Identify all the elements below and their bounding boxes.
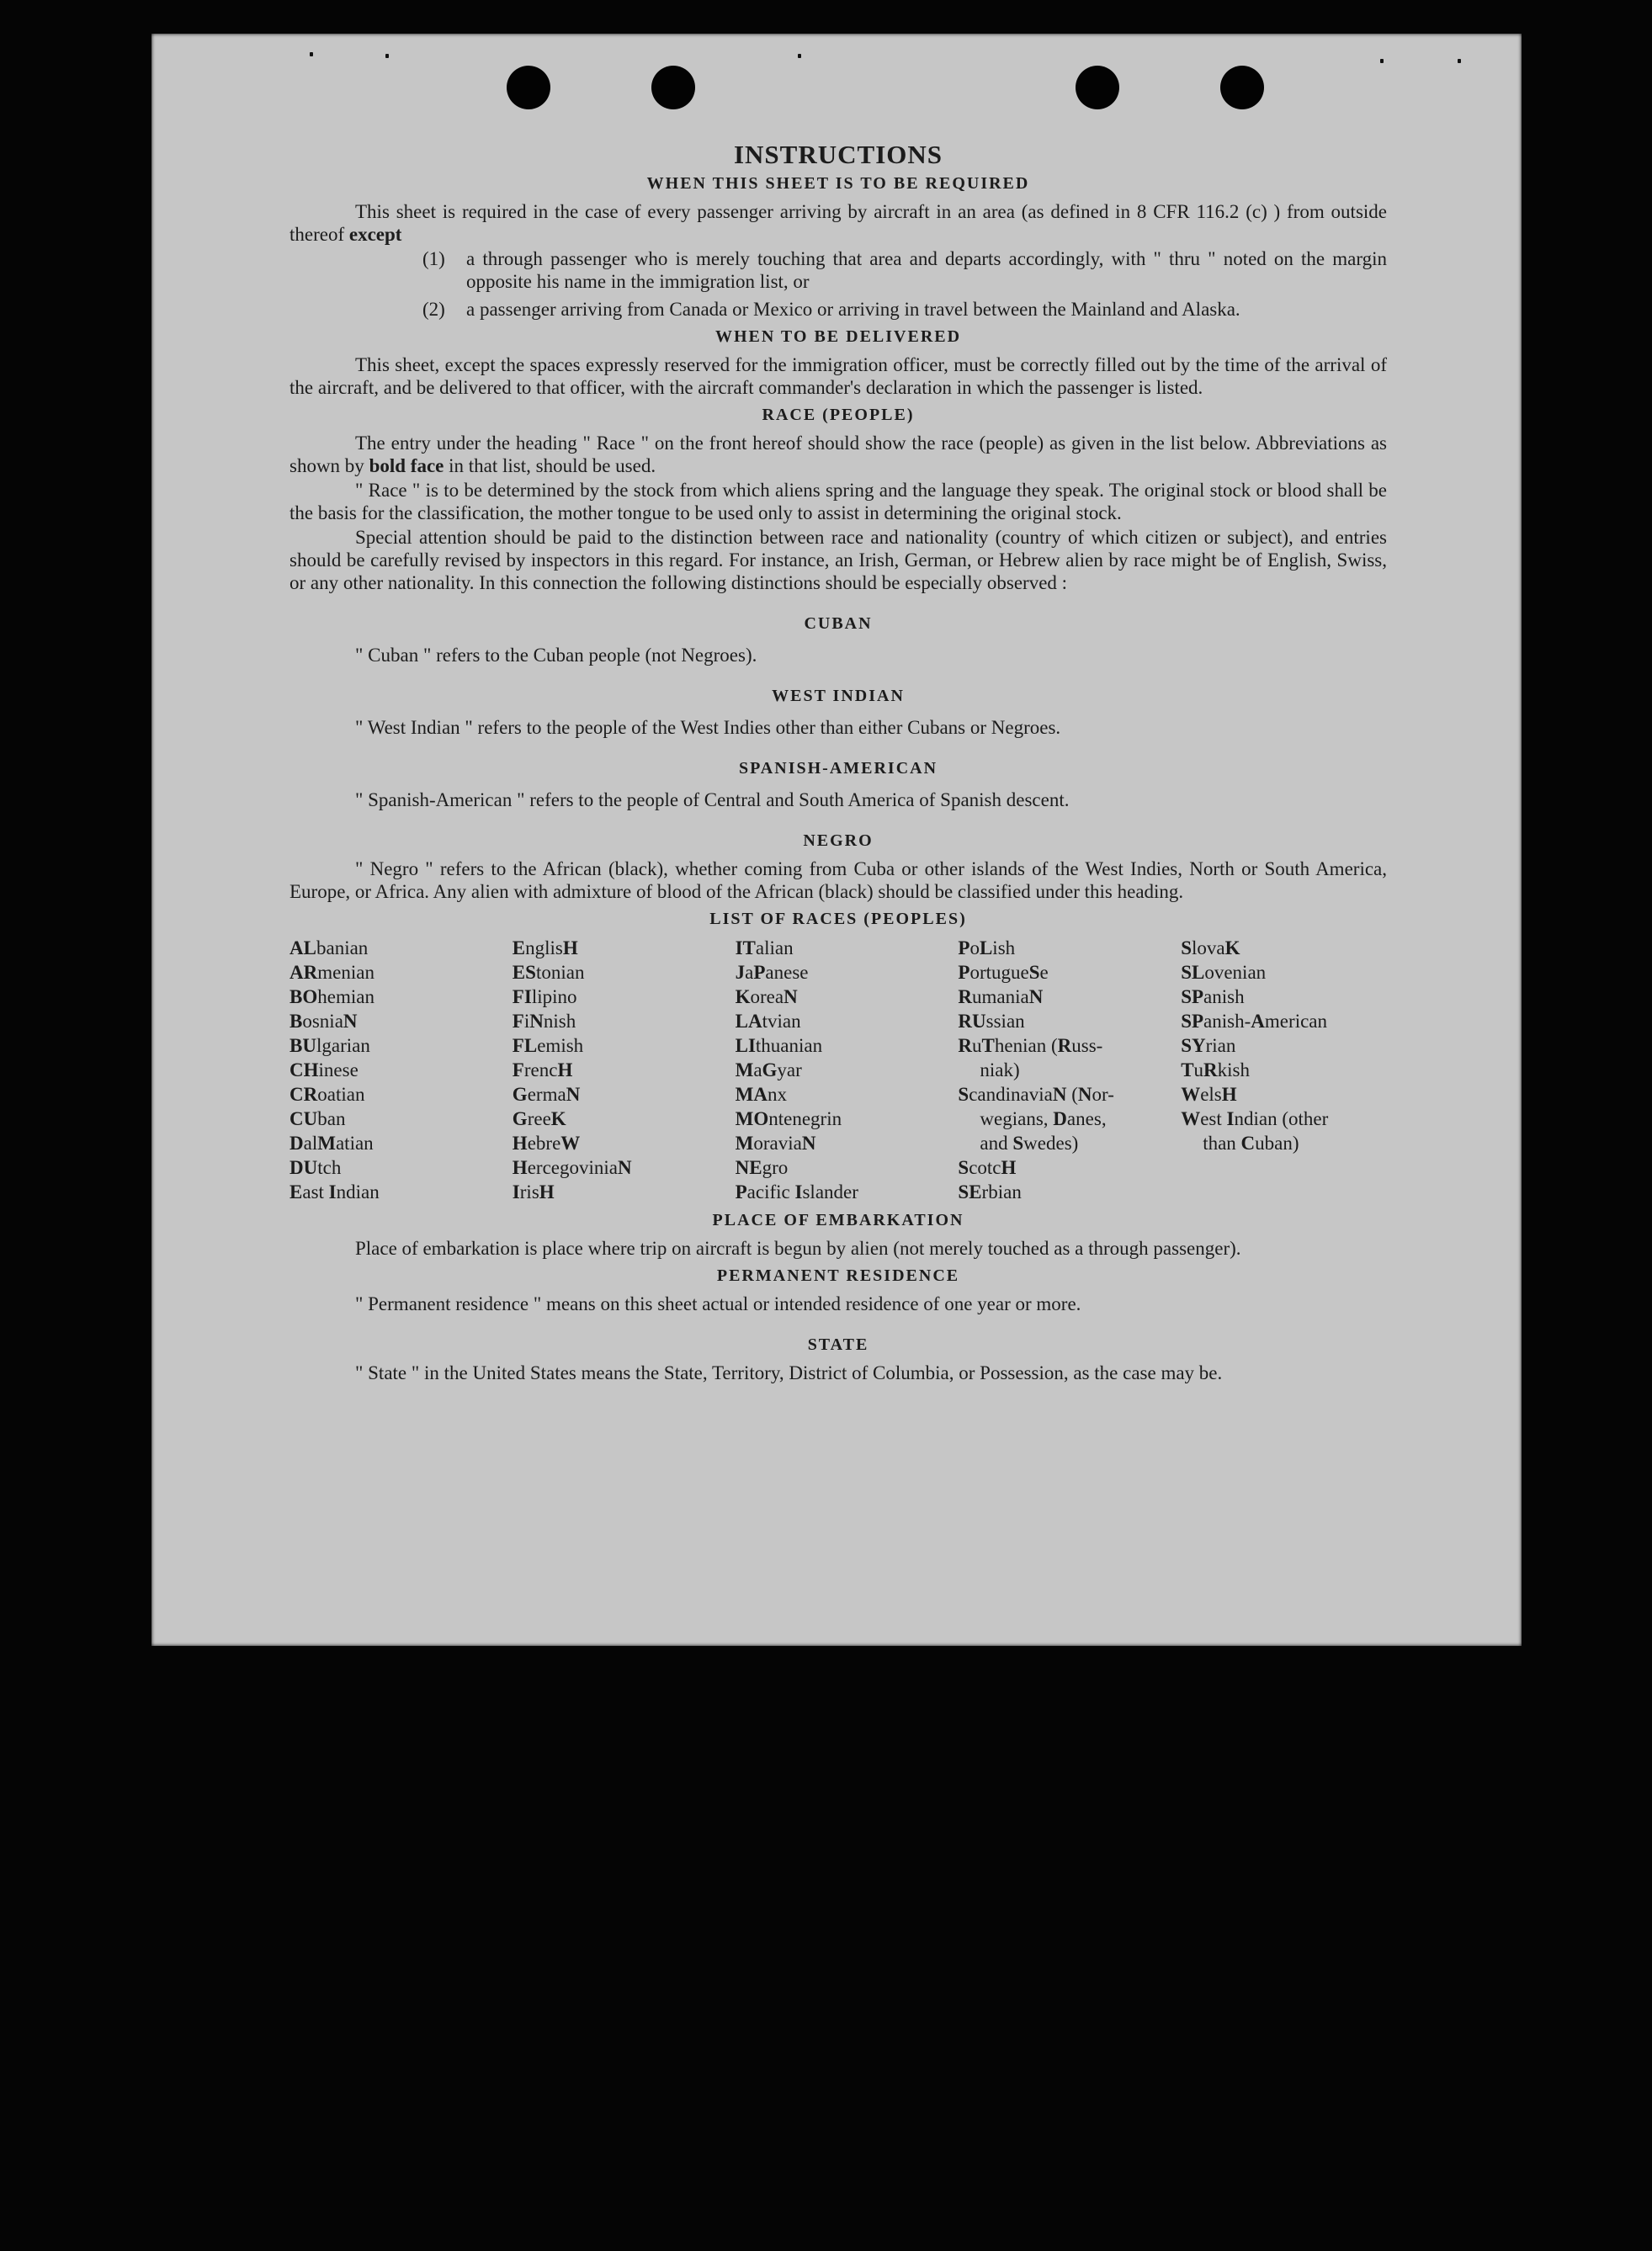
section-heading-when-required: WHEN THIS SHEET IS TO BE REQUIRED xyxy=(646,174,1030,193)
punch-hole xyxy=(507,66,550,109)
item-text: a through passenger who is merely touching that area and departs accordingly, with " thru " noted on the margin opposite his name in the immigration list, or xyxy=(466,248,1387,292)
race-text: The entry under the heading " Race " on the front hereof should show the race (people) as given in the list below. Abbreviations as shown by xyxy=(289,433,1387,476)
race-text: in that list, should be used. xyxy=(444,455,656,476)
race-entry: MOntenegrin xyxy=(735,1108,842,1129)
race-entry: SErbian xyxy=(958,1181,1022,1202)
races-column xyxy=(958,936,1164,1204)
item-number: (2) xyxy=(422,299,445,320)
race-entry: CUban xyxy=(289,1108,346,1129)
race-entry: FLemish xyxy=(512,1035,584,1056)
punch-hole xyxy=(1220,66,1264,109)
section-heading-permanent-residence: PERMANENT RESIDENCE xyxy=(716,1266,960,1285)
when-delivered-text: This sheet, except the spaces expressly reserved for the immigration officer, must be correctly filled out by the time of the arrival of the aircraft, and be delivered to that officer, with the aircraft commander's declaration in which the passenger is listed. xyxy=(289,354,1387,398)
race-entry: HebreW xyxy=(512,1133,581,1154)
race-entry: LIthuanian xyxy=(735,1035,823,1056)
race-entry: MaGyar xyxy=(735,1059,802,1080)
race-entry: BUlgarian xyxy=(289,1035,370,1056)
race-entry: RumaniaN xyxy=(958,986,1044,1007)
section-heading-spanish-american: SPANISH-AMERICAN xyxy=(738,759,938,778)
page-title: INSTRUCTIONS xyxy=(733,140,943,169)
permanent-residence-text: " Permanent residence " means on this sheet actual or intended residence of one year or more. xyxy=(355,1293,1081,1314)
races-column xyxy=(736,936,942,1204)
document-sheet xyxy=(151,34,1522,1646)
race-entry: RUssian xyxy=(958,1011,1025,1032)
state-text: " State " in the United States means the State, Territory, District of Columbia, or Possession, as the case may be. xyxy=(355,1362,1223,1383)
section-heading-embarkation: PLACE OF EMBARKATION xyxy=(712,1211,964,1229)
race-entry: MoraviaN xyxy=(735,1133,816,1154)
section-heading-state: STATE xyxy=(807,1335,869,1354)
race-entry: CRoatian xyxy=(289,1084,365,1105)
race-entry: SPanish-American xyxy=(1181,1011,1328,1032)
embarkation-text: Place of embarkation is place where trip on aircraft is begun by alien (not merely touched as a through passenger). xyxy=(355,1238,1241,1259)
race-entry: ScotcH xyxy=(958,1157,1017,1178)
race-entry: MAnx xyxy=(735,1084,787,1105)
race-entry: Pacific Islander xyxy=(735,1181,858,1202)
section-heading-races-list: LIST OF RACES (PEOPLES) xyxy=(709,910,967,928)
exception-item xyxy=(422,298,1387,321)
race-entry: CHinese xyxy=(289,1059,359,1080)
punch-hole xyxy=(1076,66,1119,109)
section-heading-west-indian: WEST INDIAN xyxy=(772,687,905,705)
race-entry: JaPanese xyxy=(735,962,809,983)
race-entry: LAtvian xyxy=(735,1011,801,1032)
races-column xyxy=(1181,936,1387,1204)
race-paragraph-1 xyxy=(289,432,1387,477)
race-entry: SlovaK xyxy=(1181,937,1240,958)
item-text: a passenger arriving from Canada or Mexico or arriving in travel between the Mainland and Alaska. xyxy=(466,299,1240,320)
race-entry: FrencH xyxy=(512,1059,573,1080)
race-entry: DUtch xyxy=(289,1157,342,1178)
race-entry: DalMatian xyxy=(289,1133,374,1154)
item-number: (1) xyxy=(422,248,445,269)
race-paragraph-2: " Race " is to be determined by the stock from which aliens spring and the language they speak. The original stock or blood shall be the basis for the classification, the mother tongue to be used only to assist in determining the original stock. xyxy=(289,480,1387,523)
race-entry: ScandinaviaN (Nor- xyxy=(958,1084,1114,1105)
race-entry: BOhemian xyxy=(289,986,374,1007)
race-entry: niak) xyxy=(980,1059,1020,1080)
race-entry: SLovenian xyxy=(1181,962,1267,983)
race-bold: bold face xyxy=(369,455,444,476)
race-entry: SPanish xyxy=(1181,986,1245,1007)
race-entry: East Indian xyxy=(289,1181,380,1202)
race-entry: ITalian xyxy=(735,937,794,958)
races-column xyxy=(289,936,496,1204)
negro-text: " Negro " refers to the African (black), whether coming from Cuba or other islands of the West Indies, North or South America, Europe, or Africa. Any alien with admixture of blood of the African (black) should be classified under this heading. xyxy=(289,858,1387,902)
race-entry: FIlipino xyxy=(512,986,577,1007)
race-entry: NEgro xyxy=(735,1157,789,1178)
race-entry: than Cuban) xyxy=(1203,1133,1299,1154)
race-paragraph-3: Special attention should be paid to the distinction between race and nationality (country of which citizen or subject), and entries should be carefully revised by inspectors in this regard. For instance, an Irish, German, or Hebrew alien by race might be of English, Swiss, or any other nationality. In this connection the following distinctions should be especially observed : xyxy=(289,527,1387,593)
race-entry: EnglisH xyxy=(512,937,578,958)
west-indian-text: " West Indian " refers to the people of the West Indies other than either Cubans or Negroes. xyxy=(355,717,1061,738)
race-entry: ARmenian xyxy=(289,962,374,983)
race-entry: SYrian xyxy=(1181,1035,1236,1056)
punch-hole xyxy=(651,66,695,109)
race-entry: WelsH xyxy=(1181,1084,1237,1105)
race-entry: TuRkish xyxy=(1181,1059,1250,1080)
intro-text: This sheet is required in the case of every passenger arriving by aircraft in an area (as defined in 8 CFR 116.2 (c) ) from outside thereof xyxy=(289,201,1387,245)
races-column xyxy=(513,936,719,1204)
race-entry: FiNnish xyxy=(512,1011,576,1032)
intro-bold: except xyxy=(348,224,402,245)
cuban-text: " Cuban " refers to the Cuban people (not Negroes). xyxy=(355,645,757,666)
race-entry: GreeK xyxy=(512,1108,566,1129)
exception-item xyxy=(422,247,1387,293)
when-required-intro xyxy=(289,200,1387,246)
race-entry: and Swedes) xyxy=(980,1133,1079,1154)
race-entry: PoLish xyxy=(958,937,1016,958)
race-entry: RuThenian (Russ- xyxy=(958,1035,1103,1056)
section-heading-cuban: CUBAN xyxy=(804,614,873,633)
race-entry: wegians, Danes, xyxy=(980,1108,1107,1129)
race-entry: PortugueSe xyxy=(958,962,1049,983)
spanish-american-text: " Spanish-American " refers to the people of Central and South America of Spanish descent. xyxy=(355,789,1070,810)
section-heading-race: RACE (PEOPLE) xyxy=(762,406,915,424)
race-entry: GermaN xyxy=(512,1084,581,1105)
race-entry: KoreaN xyxy=(735,986,798,1007)
race-entry: BosniaN xyxy=(289,1011,358,1032)
race-entry: EStonian xyxy=(512,962,585,983)
section-heading-negro: NEGRO xyxy=(803,831,874,850)
race-entry: HercegoviniaN xyxy=(512,1157,632,1178)
races-list xyxy=(289,936,1387,1204)
race-entry: West Indian (other xyxy=(1181,1108,1329,1129)
section-heading-when-delivered: WHEN TO BE DELIVERED xyxy=(714,327,962,346)
instructions-content xyxy=(289,140,1387,1386)
race-entry: IrisH xyxy=(512,1181,555,1202)
race-entry: ALbanian xyxy=(289,937,369,958)
